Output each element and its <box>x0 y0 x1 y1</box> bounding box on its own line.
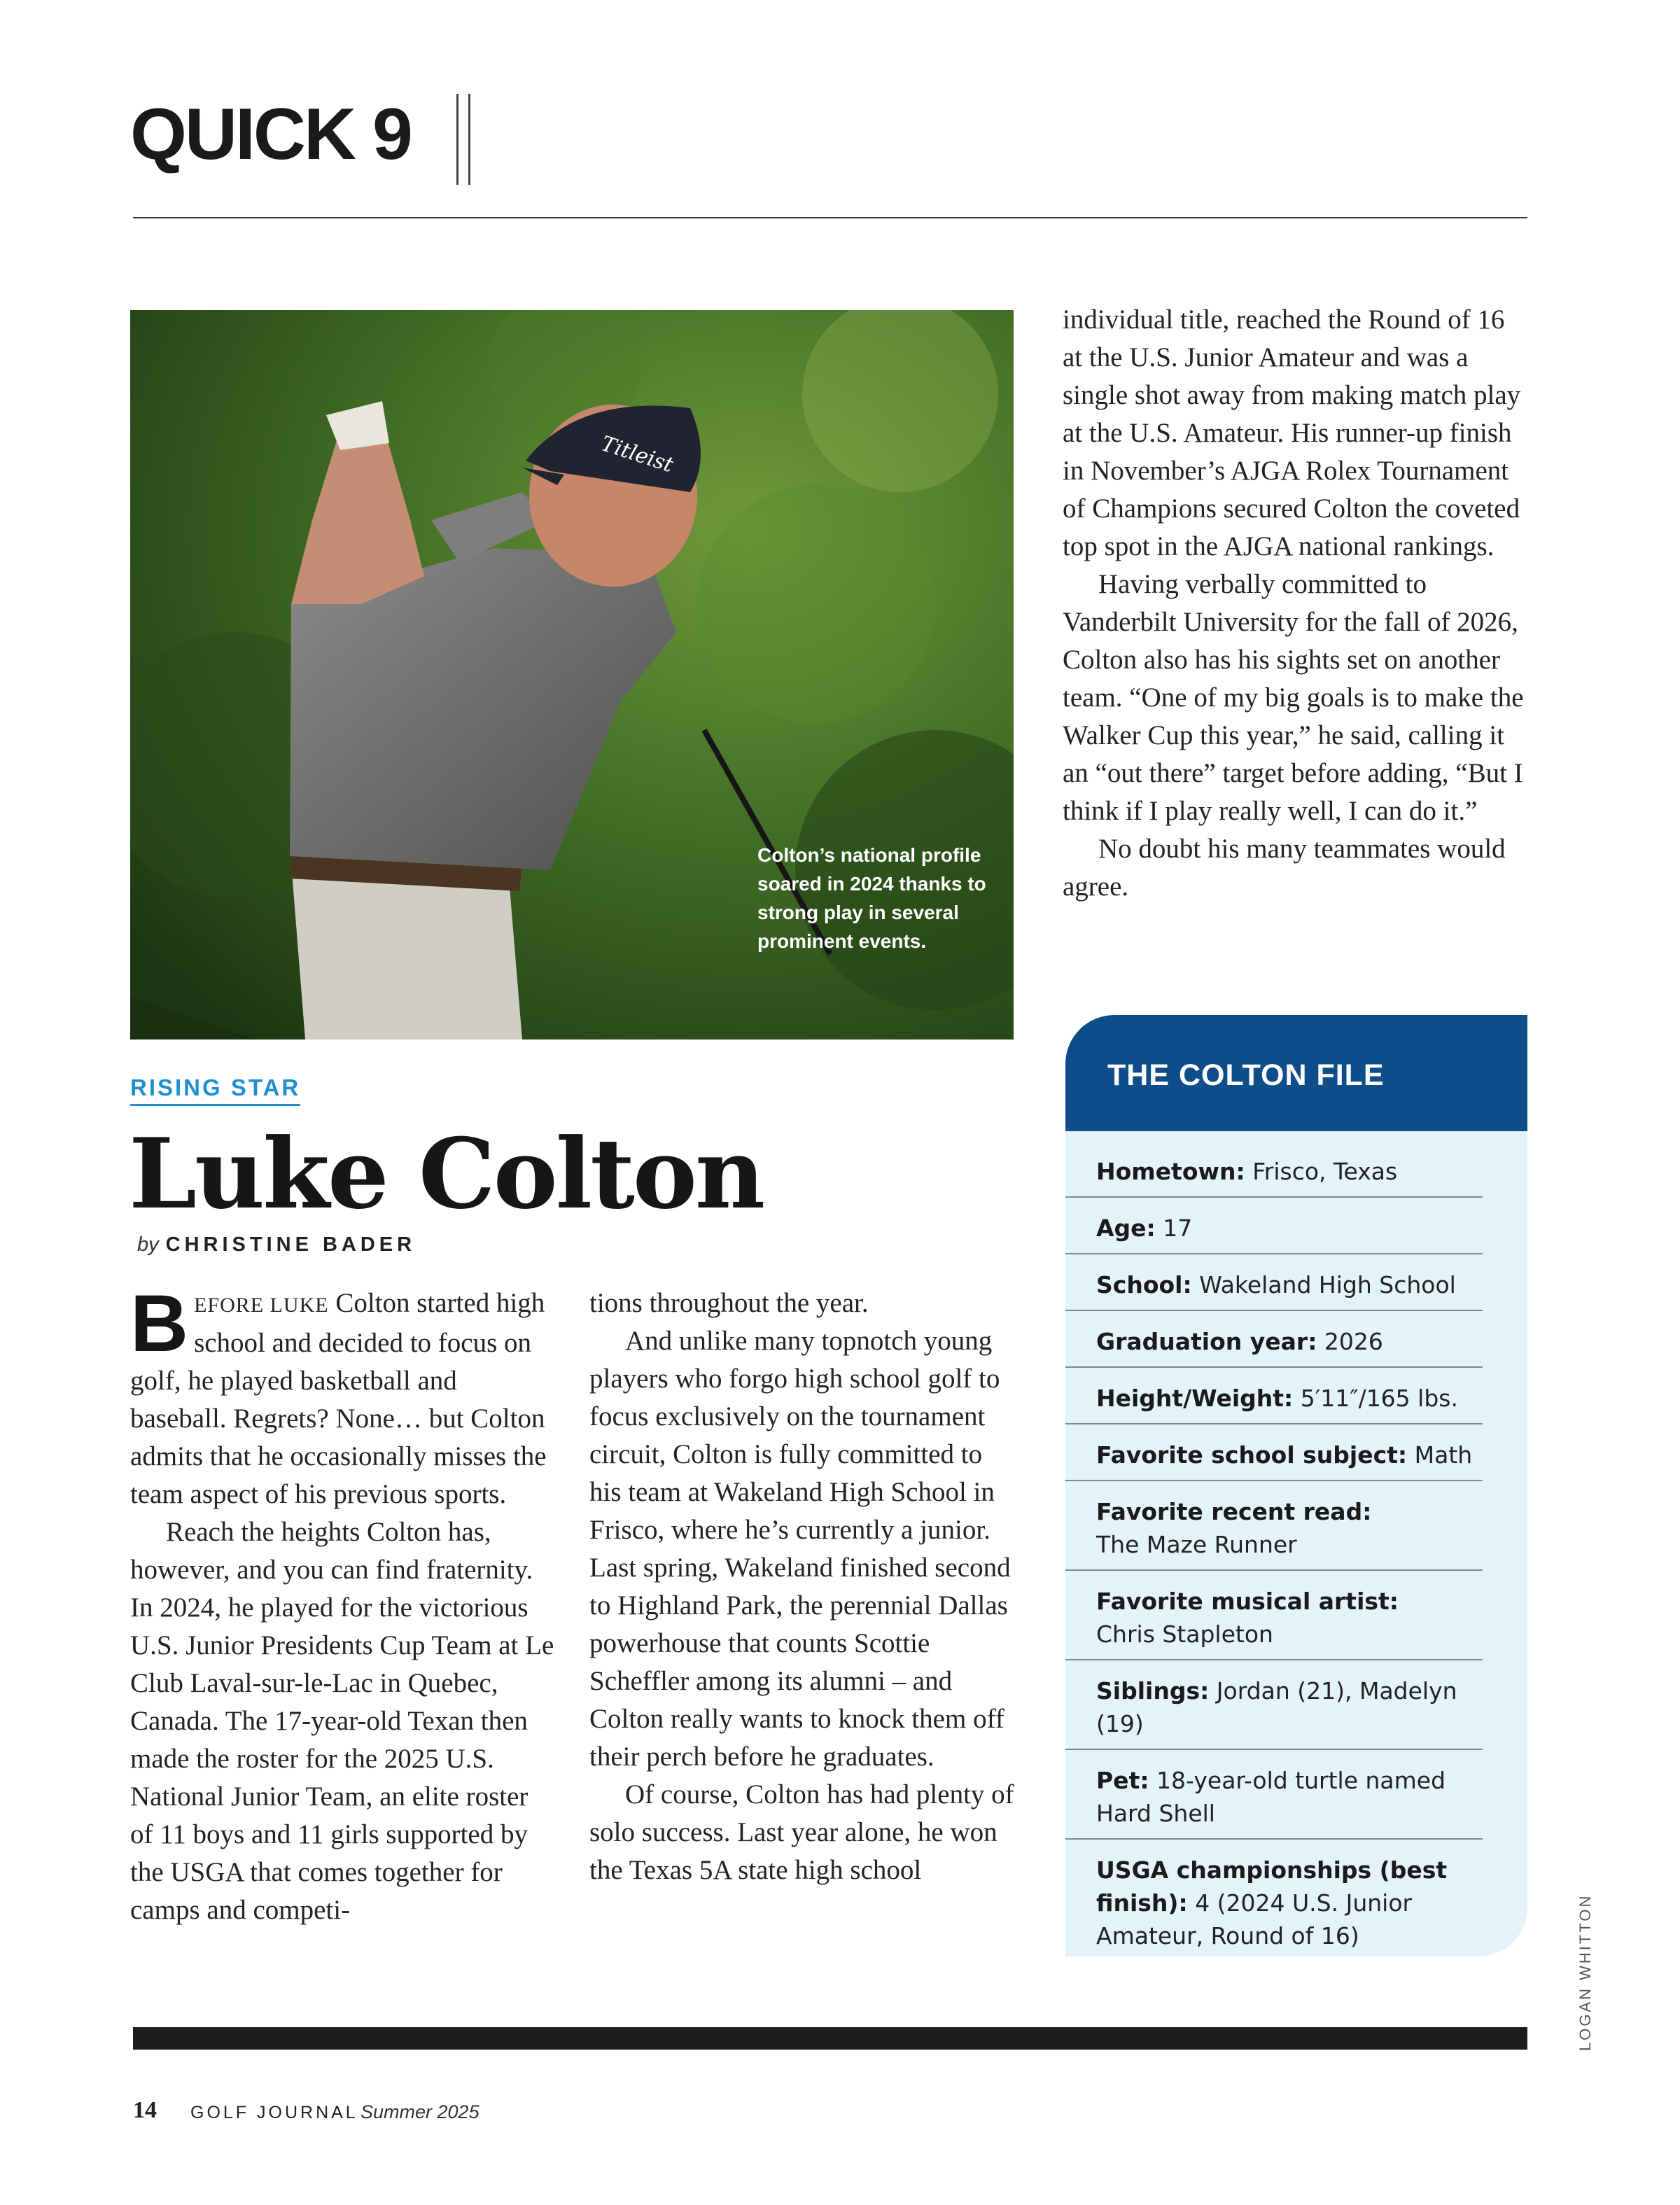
fact-item <box>1065 1311 1483 1368</box>
fact-value: The Maze Runner <box>1096 1531 1297 1558</box>
fact-value: 18-year-old turtle named Hard Shell <box>1096 1767 1446 1827</box>
paragraph: Reach the heights Colton has, however, and you can find fraternity. In 2024, he played for the victorious U.S. Junior Presidents Cup Team at Le Club Laval-sur-le-Lac in Quebec, Canada. The 17-year-old Texan then made the roster for the 2025 U.S. National Junior Team, an elite roster of 11 boys and 11 girls supported by the USGA that comes together for camps and competi- <box>130 1517 554 1925</box>
footer-bar <box>133 2027 1527 2050</box>
photo-credit: LOGAN WHITTON <box>1576 1893 1594 2051</box>
drop-cap: B <box>130 1279 189 1368</box>
fact-value: 5′11″/165 lbs. <box>1300 1385 1458 1412</box>
fact-label: Height/Weight: <box>1096 1385 1294 1412</box>
fact-label: Favorite recent read: <box>1096 1498 1372 1525</box>
sidebar-title: THE COLTON FILE <box>1107 1058 1385 1092</box>
issue-date: Summer 2025 <box>360 2101 479 2122</box>
cap-logo: Titleist <box>598 431 677 478</box>
fact-item <box>1065 1198 1483 1254</box>
body-column-2 <box>589 1284 1019 1889</box>
fact-value: 2026 <box>1324 1328 1383 1355</box>
fact-label: Favorite musical artist: <box>1096 1588 1399 1615</box>
section-title: QUICK 9 <box>130 94 411 175</box>
fact-label: Favorite school subject: <box>1096 1441 1408 1469</box>
fact-item <box>1065 1571 1483 1660</box>
byline <box>137 1233 416 1256</box>
fact-value: Math <box>1414 1441 1473 1469</box>
fact-label: Siblings: <box>1096 1677 1210 1704</box>
paragraph: individual title, reached the Round of 16 at the U.S. Junior Amateur and was a single shot away from making match play at the U.S. Amateur. His runner-up finish in November’s AJGA Rolex Tournament of Champions secured Colton the coveted top spot in the AJGA national rankings. <box>1063 304 1521 561</box>
body-column-3 <box>1063 301 1525 906</box>
header-rule <box>133 217 1527 218</box>
fact-item <box>1065 1254 1483 1311</box>
photo-caption: Colton’s national profile soared in 2024 thanks to strong play in several prominent events. <box>757 844 986 952</box>
fact-item <box>1065 1660 1483 1750</box>
paragraph: And unlike many topnotch young players who forgo high school golf to focus exclusively on the tournament circuit, Colton is fully committed to his team at Wakeland High School in Frisco, where he’s currently a junior. Last spring, Wakeland finished second to Highland Park, the perennial Dallas powerhouse that counts Scottie Scheffler among its alumni – and Colton really wants to knock them off their perch before he graduates. <box>589 1326 1011 1772</box>
fact-label: Pet: <box>1096 1767 1149 1794</box>
paragraph: Of course, Colton has had plenty of solo success. Last year alone, he won the Texas 5A state high school <box>589 1779 1014 1885</box>
publication-name: GOLF JOURNAL <box>190 2103 358 2122</box>
paragraph: BEFORE LUKE Colton started high school and decided to focus on golf, he played basketball and baseball. Regrets? None… but Colton admits that he occasionally misses the team aspect of his previous sports. <box>130 1279 547 1509</box>
fact-item <box>1065 1481 1483 1571</box>
fact-label: Age: <box>1096 1214 1156 1242</box>
page-number: 14 <box>133 2097 157 2123</box>
article-headline: Luke Colton <box>129 1116 764 1231</box>
fact-value: 17 <box>1163 1214 1193 1242</box>
fact-value: Wakeland High School <box>1199 1271 1456 1298</box>
fact-label: School: <box>1096 1271 1192 1298</box>
paragraph: Having verbally committed to Vanderbilt University for the fall of 2026, Colton also has his sights set on another team. “One of my big goals is to make the Walker Cup this year,” he said, calling it an “out there” target before adding, “But I think if I play really well, I can do it.” <box>1063 569 1524 826</box>
fact-value: Jordan (21), Madelyn (19) <box>1096 1677 1457 1737</box>
fact-value: Chris Stapleton <box>1096 1620 1273 1648</box>
fact-item <box>1065 1750 1483 1840</box>
fact-item <box>1065 1141 1483 1198</box>
paragraph: No doubt his many teammates would agree. <box>1063 834 1506 902</box>
fact-item <box>1065 1424 1483 1481</box>
fact-sidebar <box>1065 1015 1527 1956</box>
fact-item <box>1065 1840 1483 1956</box>
fact-label: Hometown: <box>1096 1158 1245 1185</box>
author-name: CHRISTINE BADER <box>165 1233 416 1256</box>
fact-value: Frisco, Texas <box>1252 1158 1398 1185</box>
title-divider <box>456 94 470 185</box>
fact-list <box>1065 1141 1483 1956</box>
byline-prefix: by <box>137 1233 159 1256</box>
kicker-label: RISING STAR <box>130 1074 300 1106</box>
lead-in: EFORE LUKE <box>194 1294 329 1317</box>
body-column-1 <box>130 1279 557 1929</box>
fact-item <box>1065 1368 1483 1424</box>
fact-label: Graduation year: <box>1096 1328 1317 1355</box>
fact-value: 4 (2024 U.S. Junior Amateur, Round of 16) <box>1096 1889 1413 1949</box>
paragraph: tions throughout the year. <box>589 1288 869 1318</box>
fact-label: USGA championships (best finish): <box>1096 1856 1448 1917</box>
